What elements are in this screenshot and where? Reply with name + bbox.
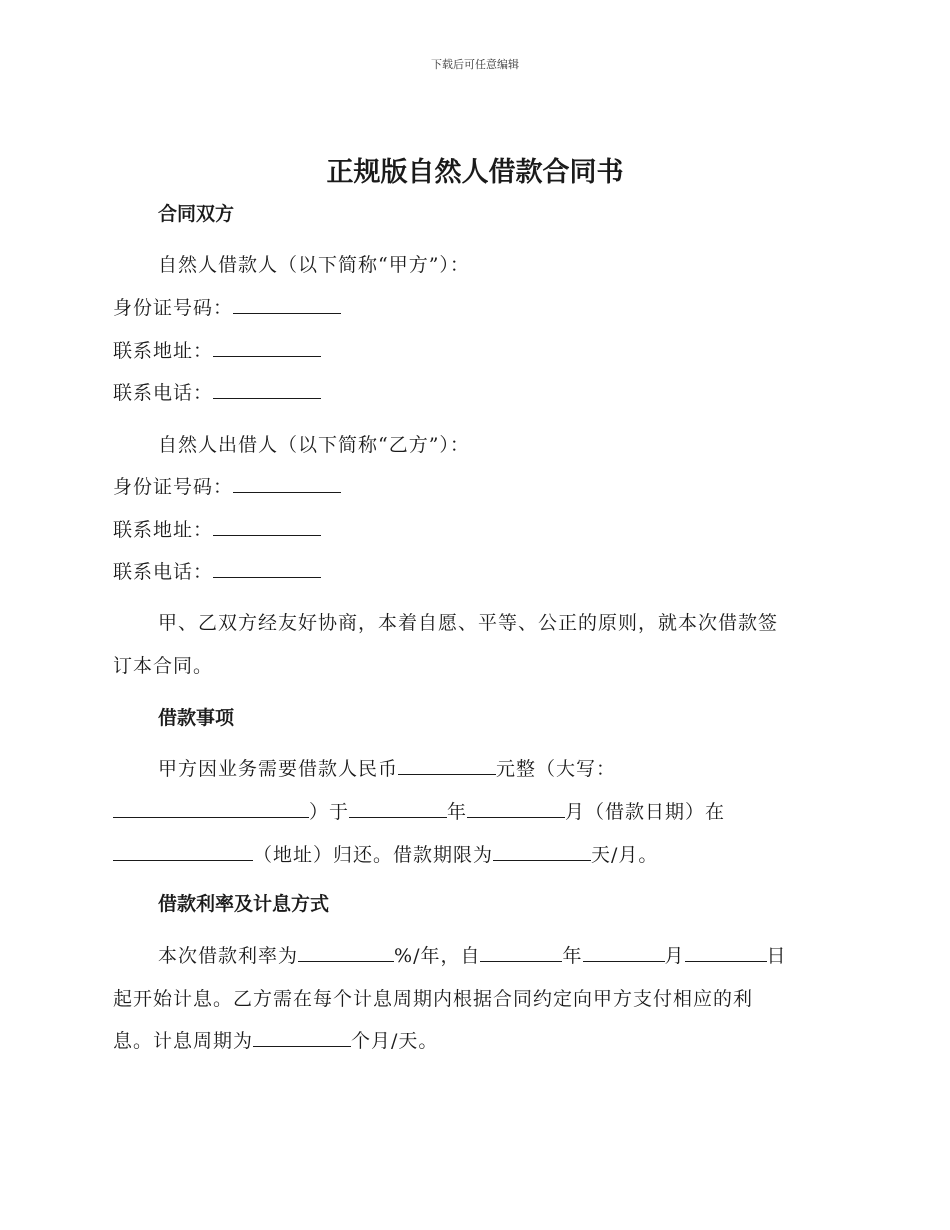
blank-field xyxy=(113,799,309,818)
borrower-address-line xyxy=(113,336,321,363)
lender-id-line xyxy=(113,472,341,499)
blank-field xyxy=(253,1028,351,1047)
section-heading-loan: 借款事项 xyxy=(158,707,235,729)
id-label: 身份证号码： xyxy=(113,476,234,498)
blank-field xyxy=(467,799,565,818)
borrower-id-line xyxy=(113,293,341,320)
lender-address-line xyxy=(113,515,321,542)
blank-field xyxy=(349,799,447,818)
blank-field xyxy=(213,559,321,578)
intro-line-1: 甲、乙双方经友好协商，本着自愿、平等、公正的原则，就本次借款签 xyxy=(158,612,779,634)
blank-field xyxy=(213,517,321,536)
loan-text: （地址）归还。借款期限为 xyxy=(253,844,494,866)
blank-field xyxy=(480,943,562,962)
loan-text: ）于 xyxy=(309,801,350,823)
interest-line-2: 起开始计息。乙方需在每个计息周期内根据合同约定向甲方支付相应的利 xyxy=(113,988,754,1010)
borrower-label: 自然人借款人（以下简称“甲方”）： xyxy=(158,254,470,276)
blank-field xyxy=(398,756,496,775)
blank-field xyxy=(685,943,767,962)
interest-line-1 xyxy=(158,941,787,968)
loan-line-3 xyxy=(113,840,658,867)
interest-text: 本次借款利率为 xyxy=(158,945,299,967)
blank-field xyxy=(583,943,665,962)
phone-label: 联系电话： xyxy=(113,382,214,404)
lender-phone-line xyxy=(113,557,321,584)
page-title: 正规版自然人借款合同书 xyxy=(326,157,624,188)
interest-text: 日 xyxy=(766,945,787,967)
loan-line-1 xyxy=(158,754,616,781)
blank-field xyxy=(298,943,394,962)
section-heading-interest: 借款利率及计息方式 xyxy=(158,893,330,915)
blank-field xyxy=(233,295,341,314)
blank-field xyxy=(213,380,321,399)
interest-text: 年 xyxy=(562,945,583,967)
loan-text: 天/月。 xyxy=(591,844,659,866)
section-heading-parties: 合同双方 xyxy=(158,203,235,225)
blank-field xyxy=(213,338,321,357)
borrower-phone-line xyxy=(113,378,321,405)
loan-text: 月（借款日期）在 xyxy=(565,801,726,823)
page-header: 下载后可任意编辑 xyxy=(431,58,519,71)
phone-label: 联系电话： xyxy=(113,561,214,583)
interest-text: 个月/天。 xyxy=(351,1030,439,1052)
loan-line-2 xyxy=(113,797,725,824)
address-label: 联系地址： xyxy=(113,519,214,541)
interest-text: 息。计息周期为 xyxy=(113,1030,254,1052)
lender-label: 自然人出借人（以下简称“乙方”）： xyxy=(158,434,470,456)
loan-text: 元整（大写： xyxy=(496,758,617,780)
blank-field xyxy=(233,474,341,493)
address-label: 联系地址： xyxy=(113,340,214,362)
blank-field xyxy=(113,842,253,861)
loan-text: 甲方因业务需要借款人民币 xyxy=(158,758,399,780)
interest-text: 月 xyxy=(664,945,685,967)
interest-line-3 xyxy=(113,1026,438,1053)
interest-text: %/年，自 xyxy=(394,945,481,967)
blank-field xyxy=(493,842,591,861)
intro-line-2: 订本合同。 xyxy=(113,655,214,677)
id-label: 身份证号码： xyxy=(113,297,234,319)
loan-text: 年 xyxy=(447,801,468,823)
